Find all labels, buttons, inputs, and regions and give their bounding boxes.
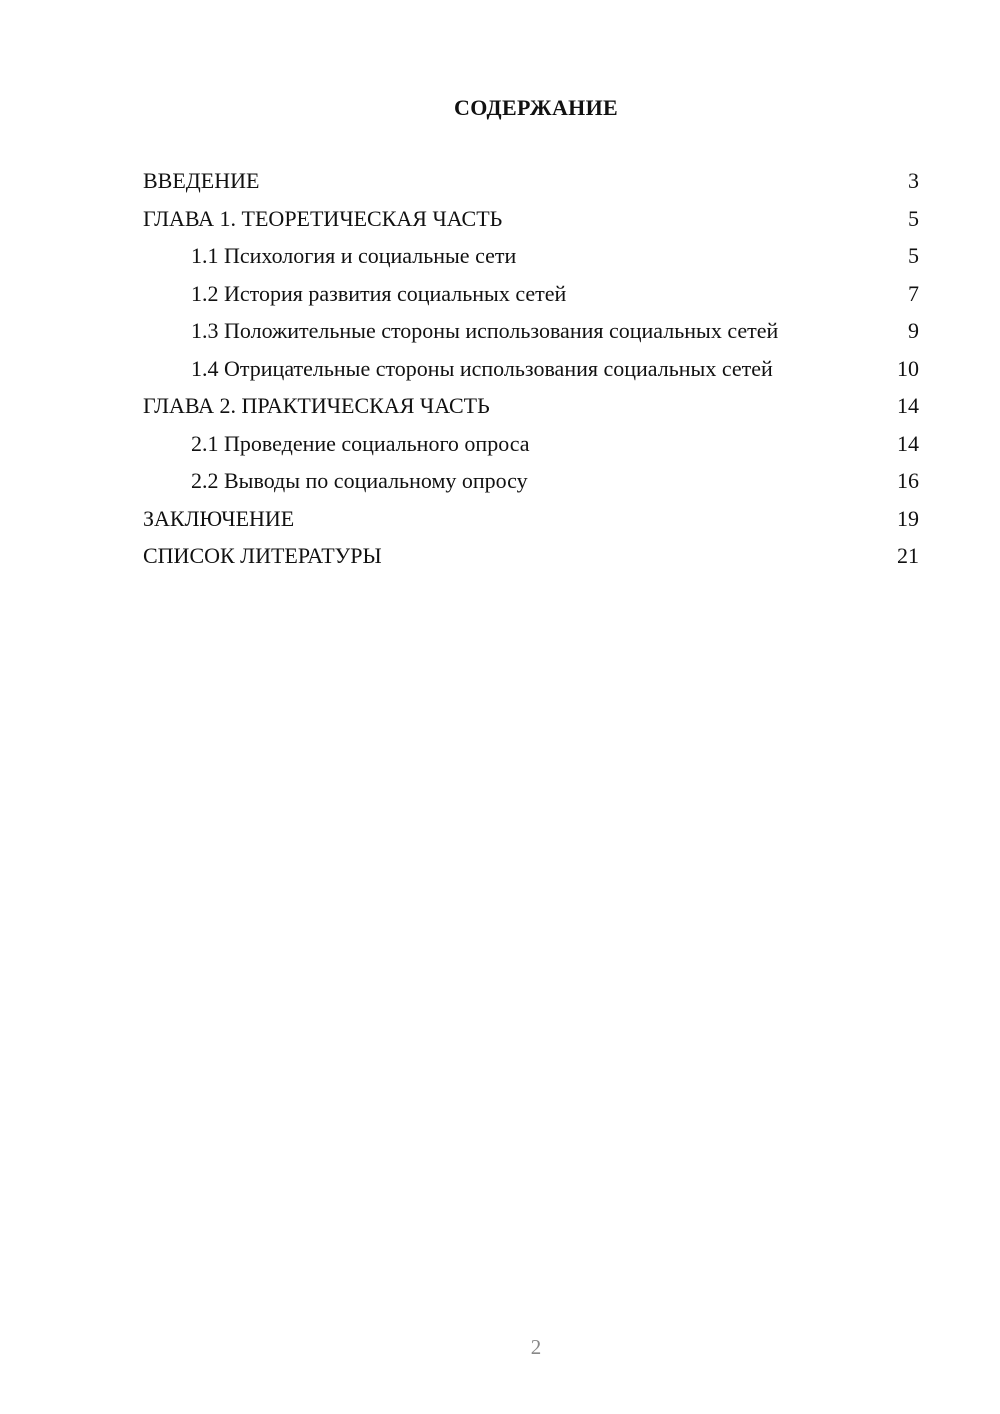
table-of-contents xyxy=(143,167,919,580)
toc-entry-text: ЗАКЛЮЧЕНИЕ xyxy=(143,505,295,531)
toc-entry-section-1-4[interactable] xyxy=(143,355,919,382)
toc-entry-section-1-3[interactable] xyxy=(143,317,919,344)
toc-entry-page: 5 xyxy=(908,205,919,231)
toc-entry-references[interactable] xyxy=(143,542,919,569)
toc-entry-page: 9 xyxy=(908,318,919,343)
toc-entry-text: 2.2 Выводы по социальному опросу xyxy=(191,468,528,493)
toc-entry-page: 21 xyxy=(897,543,919,568)
toc-entry-chapter-1[interactable] xyxy=(143,205,919,232)
toc-entry-page: 5 xyxy=(908,243,919,268)
toc-entry-page: 19 xyxy=(897,505,919,531)
toc-entry-section-1-1[interactable] xyxy=(143,242,919,269)
toc-entry-text: ВВЕДЕНИЕ xyxy=(143,168,260,193)
toc-entry-text: 1.1 Психология и социальные сети xyxy=(191,243,517,268)
toc-entry-conclusion[interactable] xyxy=(143,505,919,532)
toc-entry-page: 16 xyxy=(897,468,919,493)
toc-entry-introduction[interactable] xyxy=(143,167,919,194)
toc-entry-page: 14 xyxy=(897,393,919,418)
toc-entry-section-2-1[interactable] xyxy=(143,430,919,457)
page-number: 2 xyxy=(530,1335,542,1359)
toc-entry-chapter-2[interactable] xyxy=(143,392,919,419)
toc-entry-text: 1.3 Положительные стороны использования социальных сетей xyxy=(191,318,779,343)
toc-entry-text: 1.2 История развития социальных сетей xyxy=(191,280,567,306)
toc-entry-page: 10 xyxy=(897,355,919,381)
toc-entry-text: 2.1 Проведение социального опроса xyxy=(191,430,530,456)
page-title: СОДЕРЖАНИЕ xyxy=(454,95,618,120)
toc-entry-page: 7 xyxy=(908,280,919,306)
toc-entry-text: СПИСОК ЛИТЕРАТУРЫ xyxy=(143,543,382,568)
toc-entry-page: 3 xyxy=(908,168,919,193)
toc-entry-text: 1.4 Отрицательные стороны использования социальных сетей xyxy=(191,355,773,381)
toc-entry-text: ГЛАВА 2. ПРАКТИЧЕСКАЯ ЧАСТЬ xyxy=(143,393,490,418)
toc-entry-section-1-2[interactable] xyxy=(143,280,919,307)
toc-entry-text: ГЛАВА 1. ТЕОРЕТИЧЕСКАЯ ЧАСТЬ xyxy=(143,205,503,231)
toc-entry-page: 14 xyxy=(897,430,919,456)
toc-entry-section-2-2[interactable] xyxy=(143,467,919,494)
